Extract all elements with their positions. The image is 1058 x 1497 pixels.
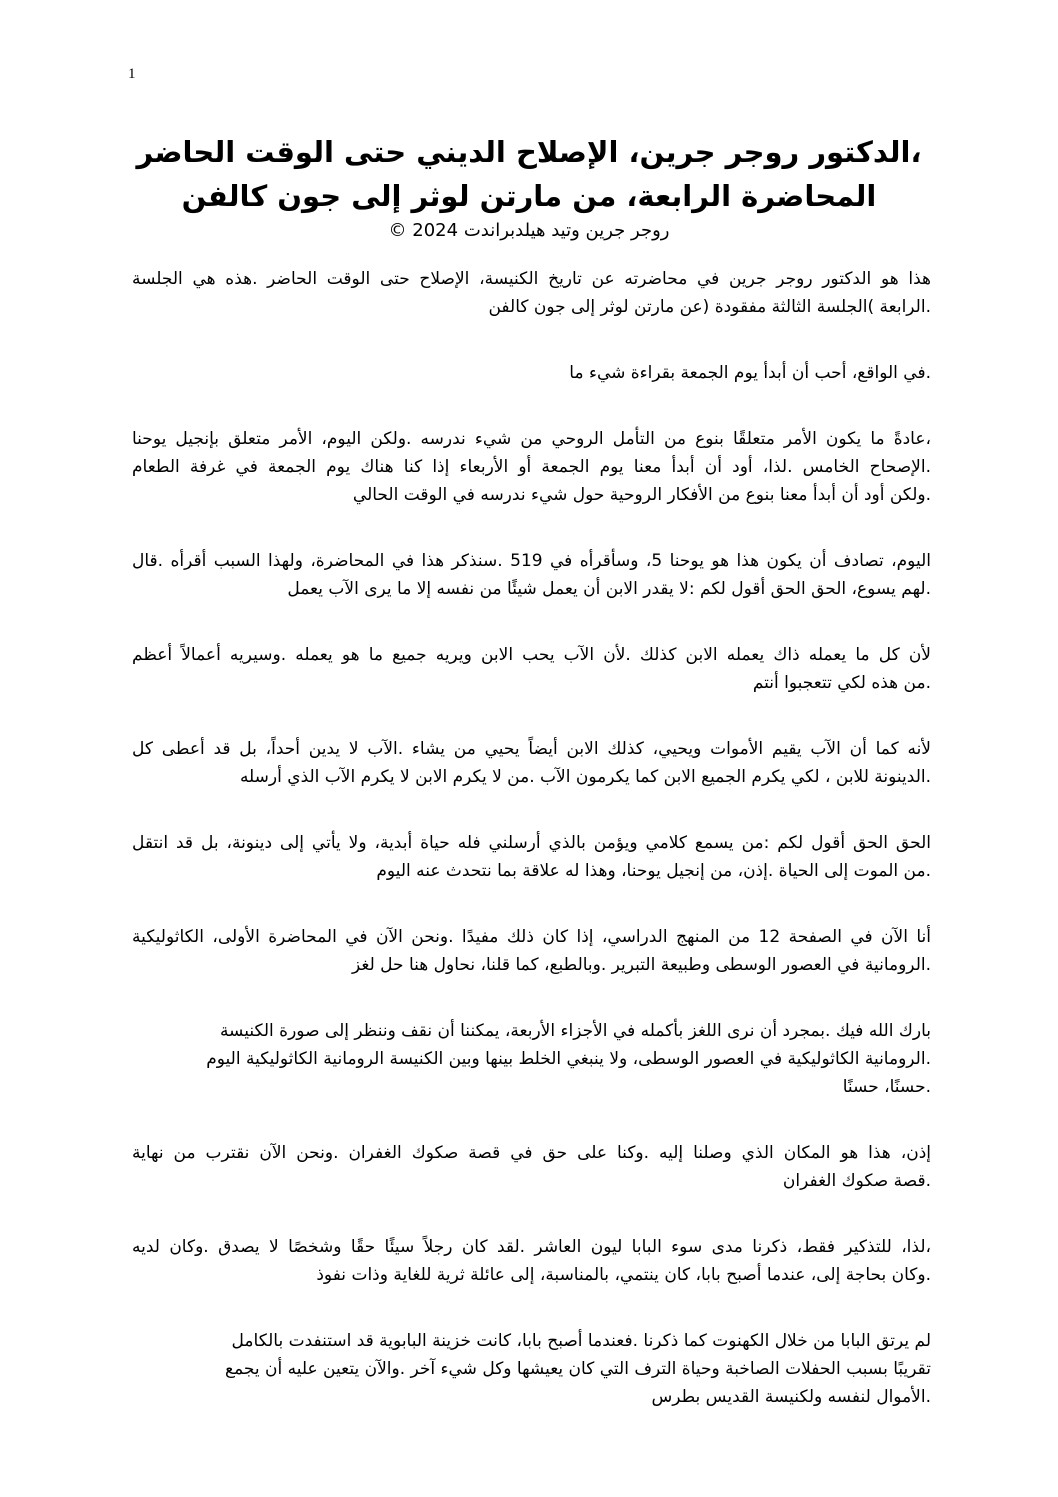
paragraph-line: لأنه كما أن الآب يقيم الأموات ويحيي، كذلك الابن أيضاً يحيي من يشاء .الآب لا يدين أحداً، بل قد أعطى كل <box>132 739 931 759</box>
paragraph-line: ،عادةً ما يكون الأمر متعلقًا بنوع من التأمل الروحي من شيء ندرسه .ولكن اليوم، الأمر متعلق بإنجيل يوحنا <box>132 429 931 449</box>
paragraph-line: .من الموت إلى الحياة .إذن، من إنجيل يوحنا، وهذا له علاقة بما نتحدث عنه اليوم <box>376 861 931 881</box>
paragraph-line: .قصة صكوك الغفران <box>782 1171 931 1191</box>
paragraph <box>132 425 931 509</box>
paragraph <box>132 1139 931 1195</box>
paragraph-line: ،لذا، للتذكير فقط، ذكرنا مدى سوء البابا ليون العاشر .لقد كان رجلاً سيئًا حقًا وشخصًا لا يصدق .وكان لديه <box>132 1237 931 1257</box>
paragraph-line: اليوم، تصادف أن يكون هذا هو يوحنا 5، وسأقرأه في 519 .سنذكر هذا في المحاضرة، ولهذا السبب أقرأه .قال <box>132 551 931 571</box>
paragraph-line: لم يرتق البابا من خلال الكهنوت كما ذكرنا .فعندما أصبح بابا، كانت خزينة البابوية قد استنفدت بالكامل <box>231 1331 931 1351</box>
document-title-line-1: ،الدكتور روجر جرين، الإصلاح الديني حتى الوقت الحاضر <box>136 135 922 169</box>
paragraph-line: .لهم يسوع، الحق الحق أقول لكم :لا يقدر الابن أن يعمل شيئًا من نفسه إلا ما يرى الآب يعمل <box>287 579 931 599</box>
paragraph <box>132 641 931 697</box>
paragraph <box>132 265 931 321</box>
paragraph-line: .حسنًا، حسنًا <box>842 1077 931 1097</box>
transcript-body <box>132 265 931 1449</box>
page-number: 1 <box>128 66 136 82</box>
paragraph-line: .الرومانية الكاثوليكية في العصور الوسطى، ولا ينبغي الخلط بينها وبين الكنيسة الرومانية الكاثوليكية اليوم <box>206 1049 931 1069</box>
paragraph-line: بارك الله فيك .بمجرد أن نرى اللغز بأكمله في الأجزاء الأربعة، يمكننا أن نقف وننظر إلى صورة الكنيسة <box>219 1021 931 1041</box>
paragraph-line: .الرومانية في العصور الوسطى وطبيعة التبرير .وبالطبع، كما قلنا، نحاول هنا حل لغز <box>352 955 931 975</box>
paragraph <box>132 735 931 791</box>
paragraph-line: لأن كل ما يعمله ذاك يعمله الابن كذلك .لأن الآب يحب الابن ويريه جميع ما هو يعمله .وسيريه أعمالاً أعظم <box>132 645 931 665</box>
paragraph-line: .الرابعة )الجلسة الثالثة مفقودة (عن مارتن لوثر إلى جون كالفن <box>488 297 931 317</box>
paragraph-line: .في الواقع، أحب أن أبدأ يوم الجمعة بقراءة شيء ما <box>569 363 931 383</box>
paragraph-line: تقريبًا بسبب الحفلات الصاخبة وحياة الترف التي كان يعيشها وكل شيء آخر .والآن يتعين عليه أن يجمع <box>225 1359 931 1379</box>
paragraph-line: .وكان بحاجة إلى، عندما أصبح بابا، كان ينتمي، بالمناسبة، إلى عائلة ثرية للغاية وذات نفوذ <box>316 1265 931 1285</box>
paragraph-line: .الأموال لنفسه ولكنيسة القديس بطرس <box>651 1387 931 1407</box>
paragraph-line: هذا هو الدكتور روجر جرين في محاضرته عن تاريخ الكنيسة، الإصلاح حتى الوقت الحاضر .هذه هي الجلسة <box>132 269 931 289</box>
document-header <box>120 130 938 244</box>
paragraph-line: الحق الحق أقول لكم :من يسمع كلامي ويؤمن بالذي أرسلني فله حياة أبدية، ولا يأتي إلى دينونة، بل قد انتقل <box>132 833 931 853</box>
paragraph-line: .الإصحاح الخامس .لذا، أود أن أبدأ معنا يوم الجمعة أو الأربعاء إذا كنا هناك يوم الجمعة في غرفة الطعام <box>132 457 931 477</box>
paragraph <box>132 923 931 979</box>
paragraph <box>132 359 931 387</box>
document-title-line-2: المحاضرة الرابعة، من مارتن لوثر إلى جون كالفن <box>181 179 877 213</box>
paragraph-line: .الدينونة للابن ، لكي يكرم الجميع الابن كما يكرمون الآب .من لا يكرم الابن لا يكرم الآب الذي أرسله <box>239 767 931 787</box>
paragraph-line: إذن، هذا هو المكان الذي وصلنا إليه .وكنا على حق في قصة صكوك الغفران .ونحن الآن نقترب من نهاية <box>132 1143 931 1163</box>
paragraph-line: .من هذه لكي تتعجبوا أنتم <box>752 673 931 693</box>
paragraph <box>132 1017 931 1101</box>
paragraph <box>132 829 931 885</box>
copyright-line: روجر جرين وتيد هيلدبراندت 2024 © <box>388 220 670 241</box>
paragraph <box>132 1233 931 1289</box>
paragraph-line: أنا الآن في الصفحة 12 من المنهج الدراسي، إذا كان ذلك مفيدًا .ونحن الآن في المحاضرة الأولى، الكاثوليكية <box>132 927 932 947</box>
paragraph <box>132 547 931 603</box>
paragraph-line: .ولكن أود أن أبدأ معنا بنوع من الأفكار الروحية حول شيء ندرسه في الوقت الحالي <box>352 485 931 505</box>
paragraph <box>132 1327 931 1411</box>
